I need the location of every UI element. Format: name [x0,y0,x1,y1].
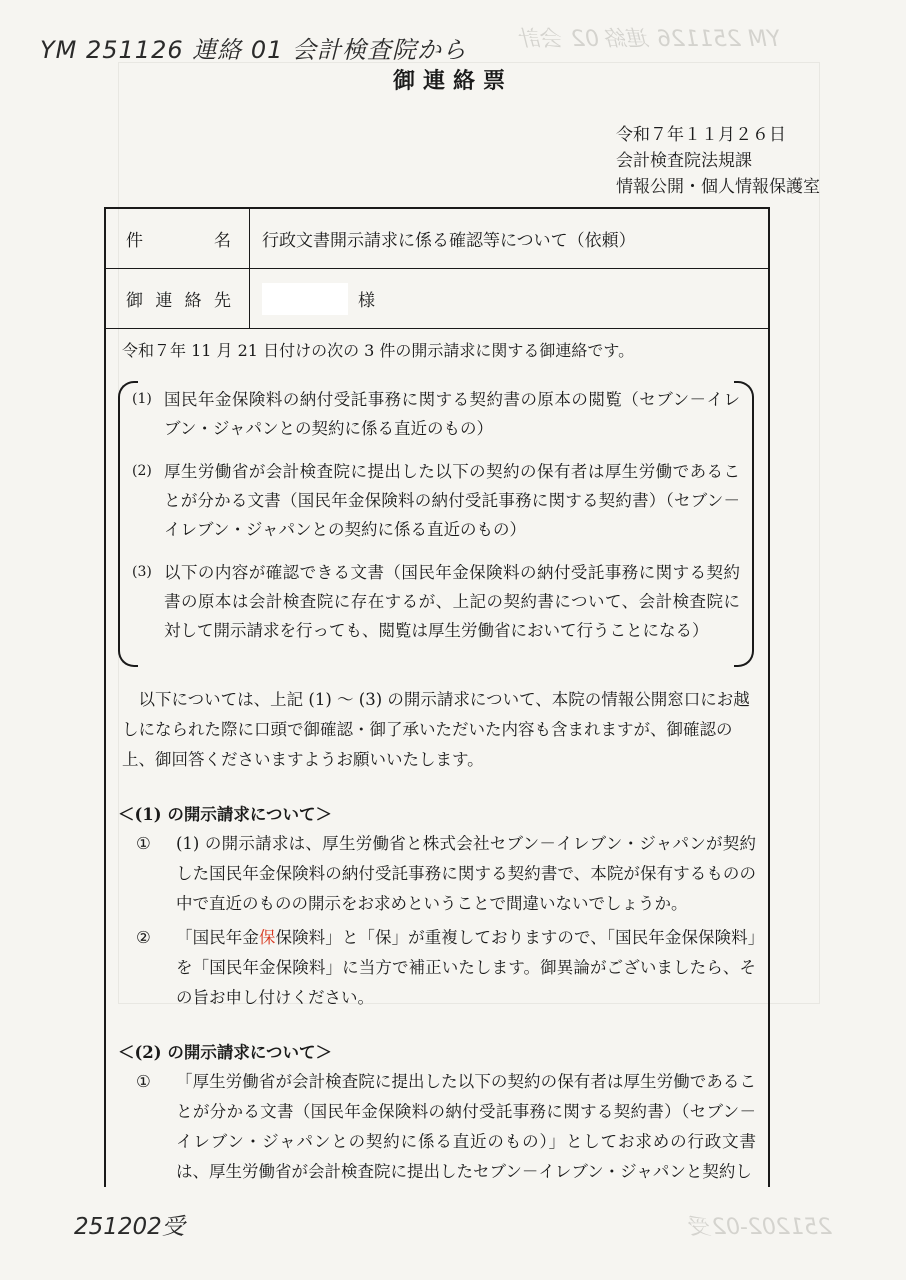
recipient-suffix: 様 [358,291,375,311]
date-block [616,122,820,200]
document-title: 御連絡票 [392,68,513,94]
subject-value: 行政文書開示請求に係る確認等について（依頼） [262,231,636,251]
handwritten-note-top: YM 251126 連絡 01 会計検査院から [40,36,468,64]
request-item: (1) 国民年金保険料の納付受託事務に関する契約書の原本の閲覧（セブン－イレブン・ジャパンとの契約に係る直近のもの） [132,390,740,438]
subject-label: 件 名 [106,209,250,268]
handwritten-note-bottom: 251202受 [74,1214,185,1240]
bleed-through-top: YM 251126 連絡 02 会計 [520,27,781,52]
sender-office: 情報公開・個人情報保護室 [616,177,820,197]
notice-frame [104,207,770,1187]
right-bracket [734,381,754,667]
section2-heading: ＜(2) の開示請求について＞ [118,1043,333,1062]
section1-item: ① (1) の開示請求は、厚生労働省と株式会社セブン－イレブン・ジャパンが契約した国民年金保険料の納付受託事務に関する契約書で、本院が保有するものの中で直近のものの開示をお求めということで間違いないでしょうか。 [136,834,756,913]
intro-text: 令和７年 11 月 21 日付けの次の 3 件の開示請求に関する御連絡です。 [122,341,635,360]
redacted-name [262,283,348,315]
recipient-row [106,269,768,329]
left-bracket [118,381,138,667]
recipient-label: 御 連 絡 先 [106,269,250,328]
correction-mark: 保 [258,928,276,947]
subject-row [106,209,768,269]
instruction-paragraph: 以下については、上記 (1) ～ (3) の開示請求について、本院の情報公開窓口にお越しになられた際に口頭で御確認・御了承いただいた内容も含まれますが、御確認の上、御回答くださいますようお願いいたします。 [122,690,750,769]
section1-item: ② 「国民年金保保険料」と「保」が重複しておりますので、「国民年金保保険料」を「国民年金保険料」に当方で補正いたします。御異論がございましたら、その旨お申し付けください。 [136,928,757,1007]
request-item: (3) 以下の内容が確認できる文書（国民年金保険料の納付受託事務に関する契約書の原本は会計検査院に存在するが、上記の契約書について、会計検査院に対して開示請求を行っても、閲覧は厚生労働省において行うことになる） [132,563,740,640]
request-item: (2) 厚生労働省が会計検査院に提出した以下の契約の保有者は厚生労働であることが分かる文書（国民年金保険料の納付受託事務に関する契約書）（セブン－イレブン・ジャパンとの契約に係る直近のもの） [132,462,740,539]
section1-heading: ＜(1) の開示請求について＞ [118,805,333,824]
request-list [118,381,754,667]
bleed-through-bottom: 251202-02受 [690,1215,832,1240]
recipient-value [250,283,375,315]
issue-date: 令和７年１１月２６日 [616,125,786,145]
sender-org: 会計検査院法規課 [616,151,752,171]
section2-item: ① 「厚生労働省が会計検査院に提出した以下の契約の保有者は厚生労働であることが分かる文書（国民年金保険料の納付受託事務に関する契約書）（セブン－イレブン・ジャパンとの契約に係る直近のもの）」としてお求めの行政文書は、厚生労働省が会計検査院に提出したセブン－イレブン・ジャパンと契約し [136,1072,756,1181]
